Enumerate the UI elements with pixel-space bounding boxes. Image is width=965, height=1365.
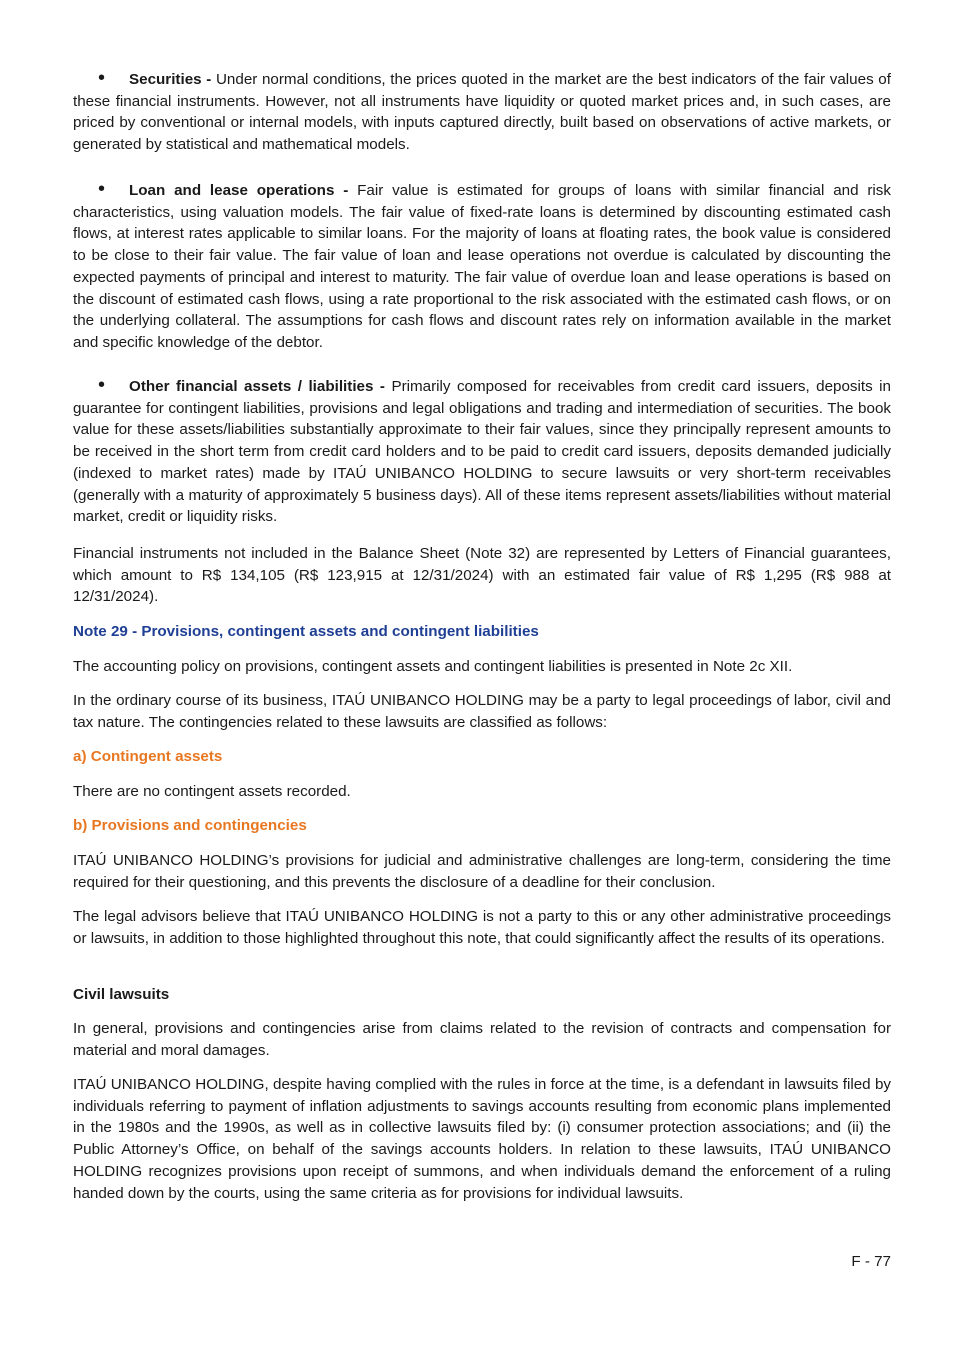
bullet-title: Loan and lease operations - <box>129 182 349 199</box>
paragraph-provisions-1: ITAÚ UNIBANCO HOLDING’s provisions for judicial and administrative challenges are long-term, considering the time required for their questioning, and this prevents the disclosure of a deadline for their conclusion. <box>73 852 891 891</box>
bullet-text: Under normal conditions, the prices quoted in the market are the best indicators of the fair values of these financial instruments. However, not all instruments have liquidity or quoted market prices and, in such cases, are priced by conventional or internal models, with inputs captured directly, built based on observations of active markets, or generated by statistical and mathematical models. <box>73 71 891 154</box>
bullet-loans <box>73 180 891 354</box>
bullet-icon: • <box>98 374 106 396</box>
bullet-text: Primarily composed for receivables from credit card issuers, deposits in guarantee for contingent liabilities, provisions and legal obligations and trading and intermediation of securities. The book value for these assets/liabilities substantially approximate to their fair values, since they principally represent amounts to be received in the short term from credit card holders and to be paid to credit card issuers, deposits demanded judicially (indexed to market rates) made by ITAÚ UNIBANCO HOLDING to secure lawsuits or very short-term receivables (generally with a maturity of approximately 5 business days). All of these items represent assets/liabilities without material market, credit or liquidity risks. <box>73 378 891 526</box>
page-number: F - 77 <box>851 1253 891 1270</box>
paragraph-civil-1: In general, provisions and contingencies arise from claims related to the revision of contracts and compensation for material and moral damages. <box>73 1020 891 1059</box>
paragraph-civil-2: ITAÚ UNIBANCO HOLDING, despite having complied with the rules in force at the time, is a defendant in lawsuits filed by individuals referring to payment of inflation adjustments to savings accounts resulting from economic plans implemented in the 1980s and the 1990s, as well as in collective lawsuits filed by: (i) consumer protection associations; and (ii) the Public Attorney’s Office, on behalf of the savings accounts holders. In relation to these lawsuits, ITAÚ UNIBANCO HOLDING recognizes provisions upon receipt of summons, and when individuals demand the enforcement of a ruling handed down by the courts, using the same criteria as for provisions for individual lawsuits. <box>73 1076 891 1202</box>
note-heading: Note 29 - Provisions, contingent assets and contingent liabilities <box>73 623 539 640</box>
subheading-provisions: b) Provisions and contingencies <box>73 817 307 834</box>
bullet-icon: • <box>98 67 106 89</box>
bullet-title: Other financial assets / liabilities - <box>129 378 385 395</box>
bullet-title: Securities - <box>129 71 212 88</box>
bullet-other <box>73 376 891 528</box>
paragraph-contingent-assets: There are no contingent assets recorded. <box>73 783 351 800</box>
paragraph-policy: The accounting policy on provisions, contingent assets and contingent liabilities is presented in Note 2c XII. <box>73 658 793 675</box>
subheading-contingent-assets: a) Contingent assets <box>73 748 223 765</box>
heading-civil-lawsuits: Civil lawsuits <box>73 986 170 1003</box>
paragraph-financial-instruments: Financial instruments not included in the Balance Sheet (Note 32) are represented by Letters of Financial guarantees, which amount to R$ 134,105 (R$ 123,915 at 12/31/2024) with an estimated fair value of R$ 1,295 (R$ 988 at 12/31/2024). <box>73 545 891 606</box>
bullet-text: Fair value is estimated for groups of loans with similar financial and risk characteristics, using valuation models. The fair value of fixed-rate loans is determined by discounting estimated cash flows, at interest rates applicable to similar loans. For the majority of loans at floating rates, the book value is considered to be close to their fair value. The fair value of loan and lease operations not overdue is calculated by discounting the expected payments of principal and interest to maturity. The fair value of overdue loan and lease operations is based on the discount of estimated cash flows, using a rate proportional to the risk associated with the estimated cash flows, or on the underlying collateral. The assumptions for cash flows and discount rates rely on information available in the market and specific knowledge of the debtor. <box>73 182 891 351</box>
bullet-securities <box>73 69 891 156</box>
bullet-icon: • <box>98 178 106 200</box>
paragraph-provisions-2: The legal advisors believe that ITAÚ UNIBANCO HOLDING is not a party to this or any other administrative proceedings or lawsuits, in addition to those highlighted throughout this note, that could significantly affect the results of its operations. <box>73 908 891 947</box>
paragraph-ordinary-course: In the ordinary course of its business, ITAÚ UNIBANCO HOLDING may be a party to legal proceedings of labor, civil and tax nature. The contingencies related to these lawsuits are classified as follows: <box>73 692 891 731</box>
